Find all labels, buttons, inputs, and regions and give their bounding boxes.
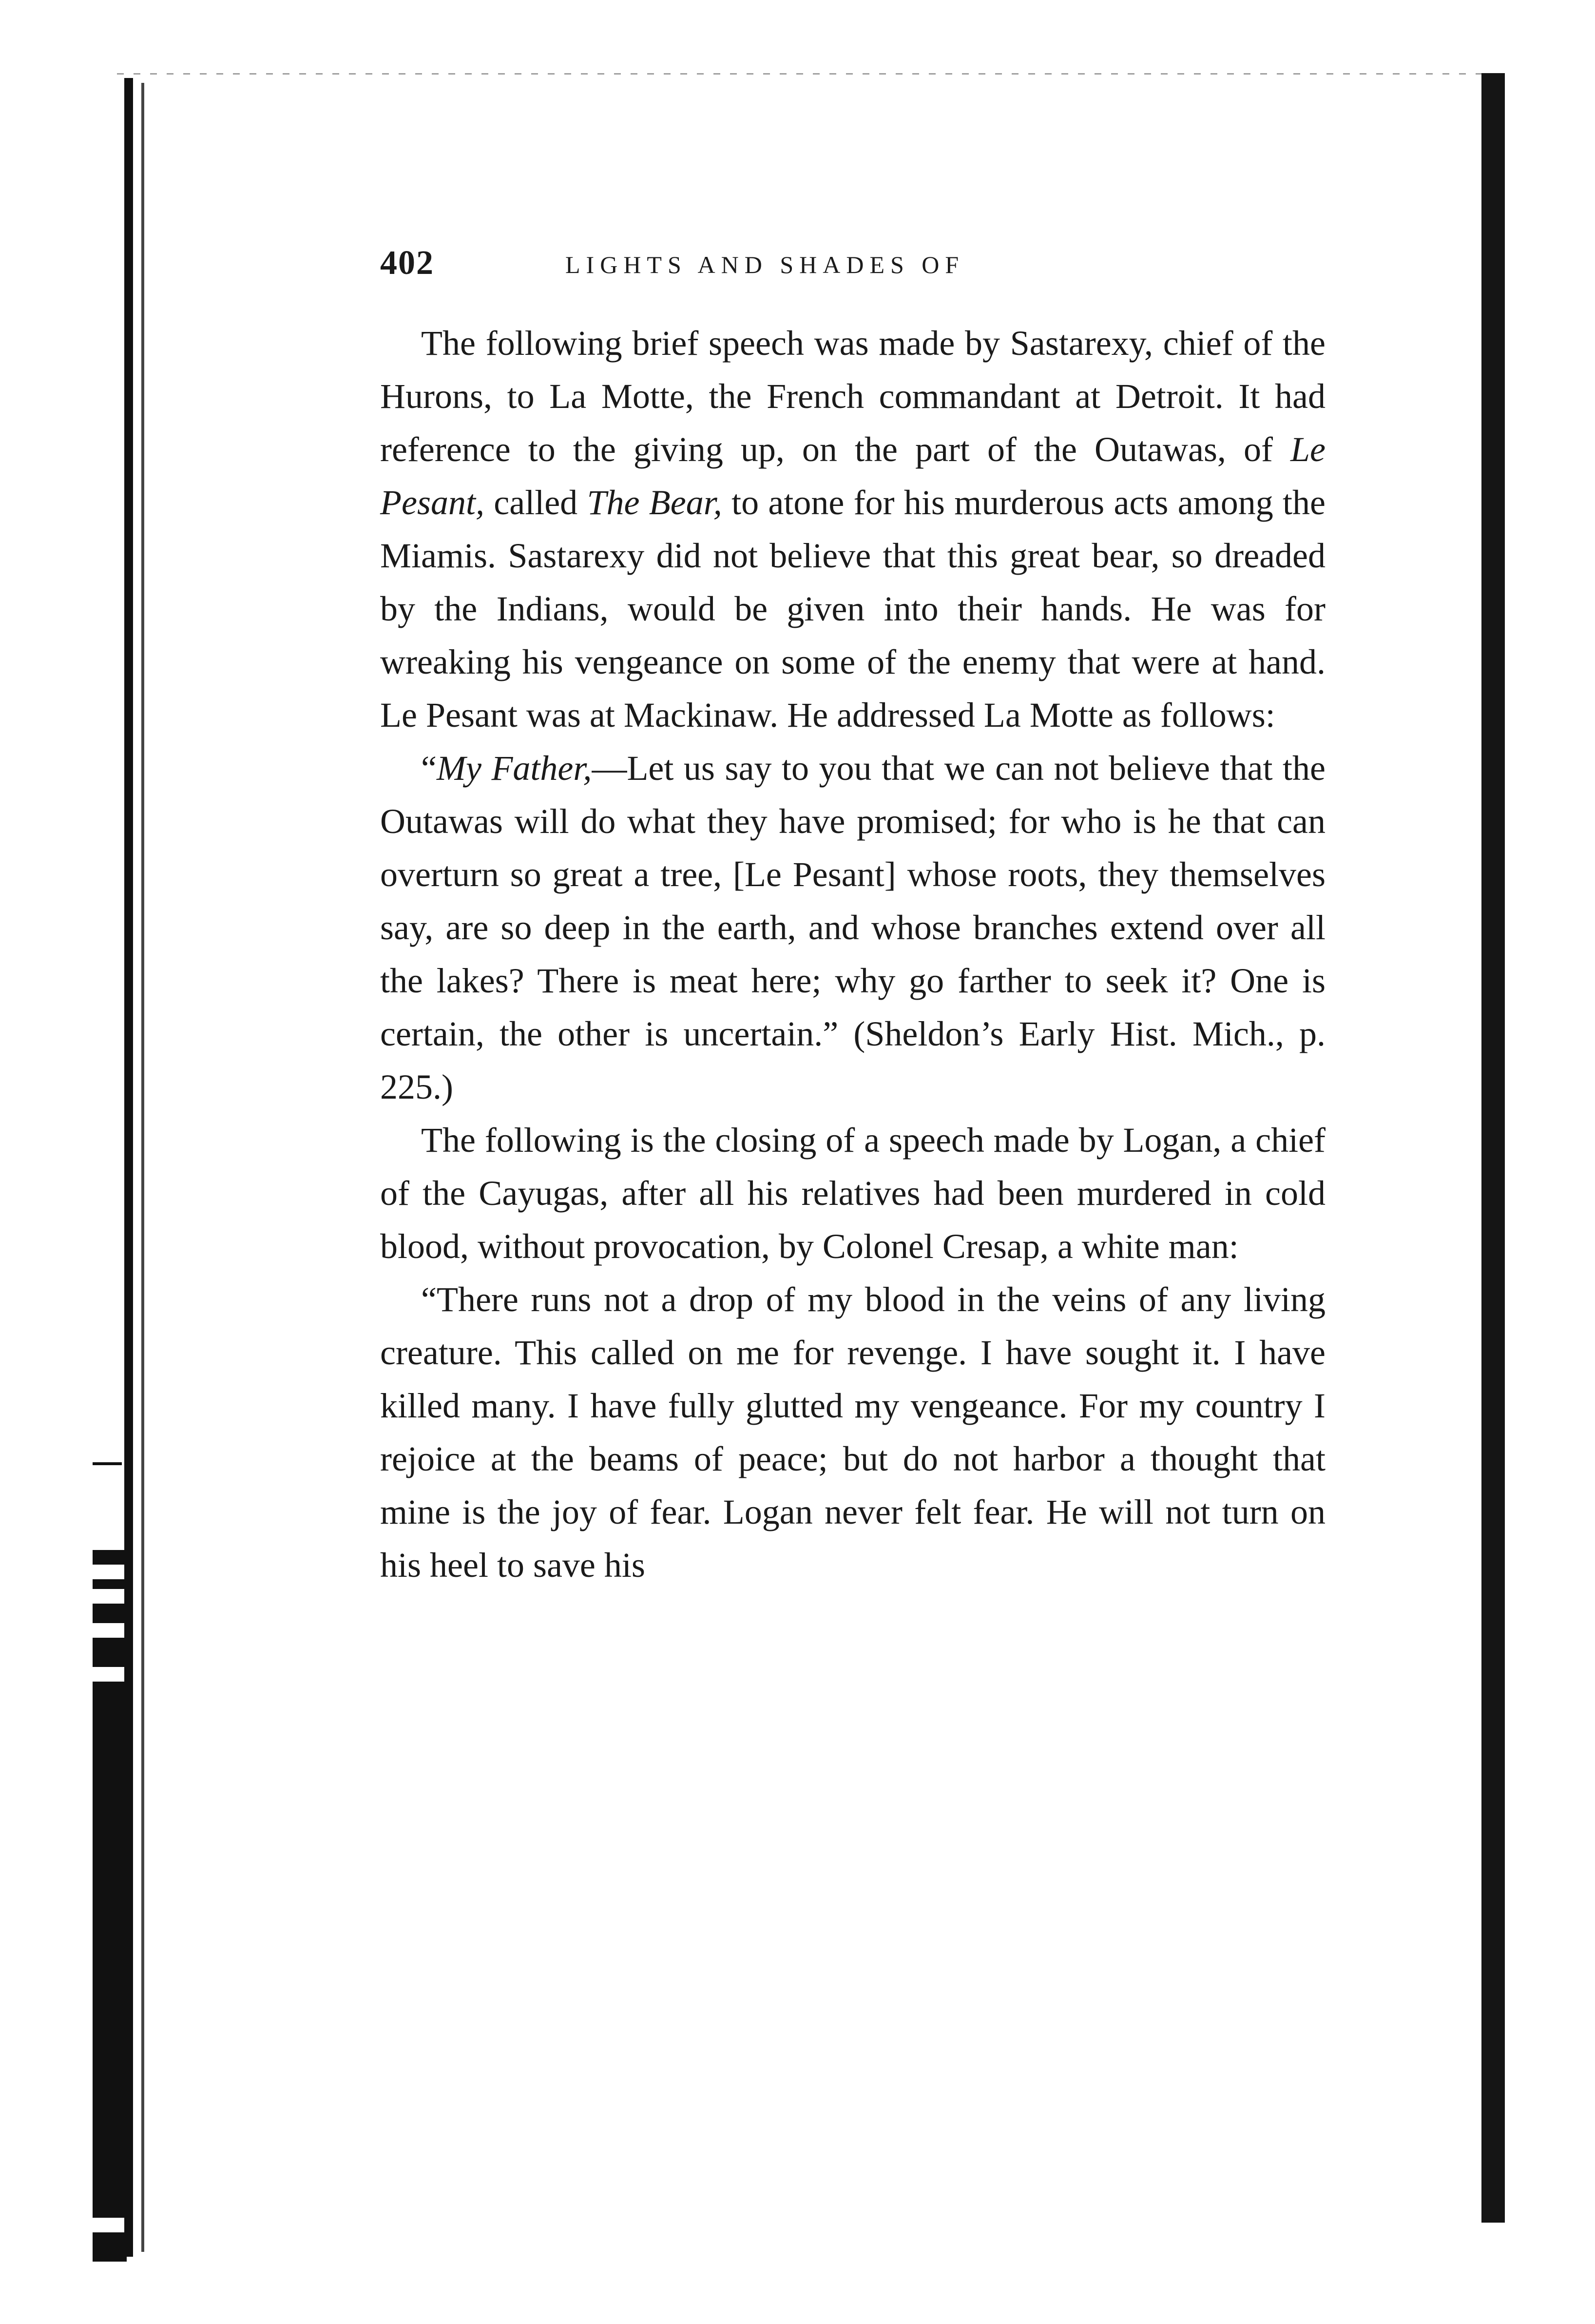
margin-mark — [93, 1604, 127, 1623]
paragraph-intro-logan — [380, 1114, 1326, 1273]
paragraph-text: “There runs not a drop of my blood in the veins of any living creature. This called on me for revenge. I have sought it. I have killed many. I have fully glutted my vengeance. For my country I rejoice at the beams of peace; but do not harbor a thought that mine is the joy of fear. Logan never felt fear. He will not turn on his heel to save his — [380, 1280, 1326, 1585]
italic-name: Le Pesant, — [380, 430, 1326, 522]
body-text — [380, 317, 1326, 1592]
paragraph-text: called — [484, 483, 587, 522]
paragraph-text: The following is the closing of a speech made by Logan, a chief of the Cayugas, after all his relatives had been murdered in cold blood, without provocation, by Colonel Cresap, a white man: — [380, 1121, 1326, 1266]
margin-mark — [93, 1579, 127, 1589]
paragraph-text: The following brief speech was made by Sastarexy, chief of the Hurons, to La Motte, the French commandant at Detroit. It had reference to the giving up, on the part of the Outawas, of — [380, 324, 1326, 469]
paragraph-intro-sastarexy — [380, 317, 1326, 742]
scan-margin-marks — [73, 1462, 146, 2266]
margin-mark — [93, 1462, 122, 1465]
paragraph-speech-logan — [380, 1273, 1326, 1592]
scan-edge-top — [117, 73, 1496, 75]
margin-mark — [93, 1550, 127, 1565]
book-page — [380, 244, 1326, 1592]
margin-mark — [93, 2232, 127, 2262]
margin-mark — [93, 1638, 127, 1667]
paragraph-text: to atone for his murderous acts among the Miamis. Sastarexy did not believe that this great bear, so dreaded by the Indians, would be given into their hands. He was for wreaking his vengeance on some of the enemy that were at hand. Le Pesant was at Mackinaw. He addressed La Motte as follows: — [380, 483, 1326, 735]
scan-edge-right — [1481, 73, 1505, 2223]
paragraph-text: —Let us say to you that we can not believe that the Outawas will do what they have promised; for who is he that can overturn so great a tree, [Le Pesant] whose roots, they themselves say, are so deep in the earth, and whose branches extend over all the lakes? There is meat here; why go farther to seek it? One is certain, the other is uncertain.” (Sheldon’s Early Hist. Mich., p. 225.) — [380, 749, 1326, 1106]
running-title: LIGHTS AND SHADES OF — [565, 251, 965, 278]
paragraph-speech-sastarexy — [380, 742, 1326, 1114]
italic-name: The Bear, — [587, 483, 722, 522]
quote-mark: “ — [421, 749, 437, 788]
page-number: 402 — [380, 244, 434, 282]
margin-mark — [93, 1682, 127, 2218]
running-head — [380, 244, 1326, 288]
italic-salutation: My Father, — [436, 749, 592, 788]
